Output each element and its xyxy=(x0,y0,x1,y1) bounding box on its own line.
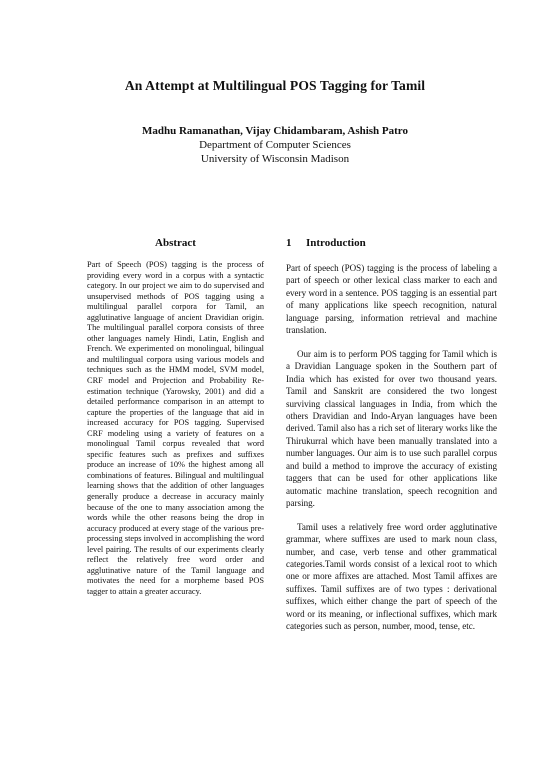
abstract-heading: Abstract xyxy=(155,237,196,249)
introduction-column xyxy=(286,236,497,644)
introduction-heading xyxy=(286,236,497,250)
section-title: Introduction xyxy=(306,237,366,249)
author-block xyxy=(40,124,510,166)
intro-paragraph-1: Part of speech (POS) tagging is the process of labeling a part of speech or other lexical class marker to each and every word in a sentence. POS tagging is an essential part of many applications like speech recognition, natural language parsing, information retrieval and machine translation. xyxy=(286,263,497,336)
section-number: 1 xyxy=(286,237,292,249)
affiliation-university: University of Wisconsin Madison xyxy=(200,153,350,165)
intro-paragraph-2: Our aim is to perform POS tagging for Tamil which is a Dravidian Language spoken in the Southern part of India which has existed for over two thousand years. Tamil and Sanskrit are considered the two longest surviving classical languages in India, from which the others Dravidian and Indo-Aryan languages have been derived. Tamil also has a rich set of literary works like the Thirukurral which have been manually translated into a number languages. Our aim is to use such parallel corpus and build a method to improve the accuracy of existing taggers that can be used for other applications like automatic machine translation, speech recognition and parsing. xyxy=(286,348,497,509)
abstract-column xyxy=(87,236,264,598)
intro-paragraph-3: Tamil uses a relatively free word order agglutinative grammar, where suffixes are used to mark noun class, number, and case, verb tense and other grammatical categories.Tamil words consist of a lexical root to which one or more affixes are attached. Most Tamil affixes are suffixes. Tamil suffixes are of two types : derivational suffixes, which either change the part of speech of the word or its meaning, or inflectional suffixes, which mark categories such as person, number, mood, tense, etc. xyxy=(286,521,497,632)
affiliation-department: Department of Computer Sciences xyxy=(199,139,351,151)
author-names: Madhu Ramanathan, Vijay Chidambaram, Ashish Patro xyxy=(142,125,408,137)
abstract-text: Part of Speech (POS) tagging is the process of providing every word in a corpus with a syntactic category. In our project we aim to do supervised and unsupervised methods of POS tagging using a multilingual parallel corpora for Tamil, an agglutinative language of ancient Dravidian origin. The multilingual parallel corpora consists of three other languages namely Hindi, Latin, English and French. We experimented on monolingual, bilingual and multilingual corpora using various models and techniques such as the HMM model, SVM model, CRF model and Projection and Probability Re-estimation technique (Yarowsky, 2001) and did a detailed performance comparison in an attempt to capture the properties of the language that aid in increased accuracy for POS tagging. Supervised CRF modeling using a variety of features on a monolingual Tamil corpus revealed that word specific features such as prefixes and suffixes produce an increase of 10% the highest among all combinations of features. Bilingual and multilingual learning shows that the addition of other languages generally produce a decrease in accuracy mainly because of the one to many association among the words while the other reasons being the drop in accuracy produced at every stage of the various pre-processing steps involved in accomplishing the word level pairing. The results of our experiments clearly reflect the relatively free word order and agglutinative nature of the Tamil language and motivates the need for a morpheme based POS tagger to attain a greater accuracy. xyxy=(87,260,264,596)
paper-title: An Attempt at Multilingual POS Tagging for Tamil xyxy=(124,78,426,93)
